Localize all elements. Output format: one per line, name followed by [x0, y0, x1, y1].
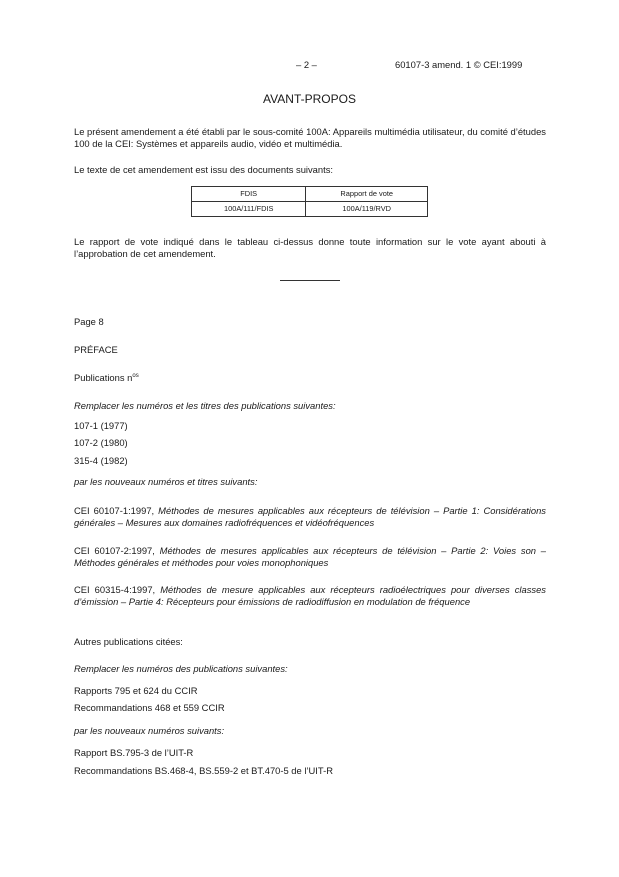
vote-table: [191, 186, 428, 217]
page-number: – 2 –: [296, 59, 317, 70]
new-publication: [74, 545, 546, 568]
new-publication-ref: CEI 60107-1:1997,: [74, 505, 159, 516]
new-uit-reference: Recommandations BS.468-4, BS.559-2 et BT.470-5 de l’UIT-R: [74, 765, 333, 776]
replace-titles-instruction: Remplacer les numéros et les titres des publications suivantes:: [74, 400, 336, 411]
new-publication: [74, 584, 546, 607]
new-publication-ref: CEI 60107-2:1997,: [74, 545, 160, 556]
preface-heading: PRÉFACE: [74, 344, 118, 355]
old-publication: 107-2 (1980): [74, 437, 128, 448]
publications-label-sup: os: [132, 372, 139, 379]
new-publication-title: Méthodes de mesures applicables aux récepteurs de télévision – Partie 2: Voies son – Méthodes générales et méthodes pour voies monophoniques: [74, 545, 546, 568]
old-ccir-reference: Rapports 795 et 624 du CCIR: [74, 685, 198, 696]
table-row: [192, 202, 428, 217]
new-publication: [74, 505, 546, 528]
foreword-paragraph-1: Le présent amendement a été établi par le sous-comité 100A: Appareils multimédia utilisateur, du comité d’études 100 de la CEI: Systèmes et appareils audio, vidéo et multimédia.: [74, 126, 546, 149]
page-reference: Page 8: [74, 316, 104, 327]
table-cell-vote: 100A/119/RVD: [306, 202, 428, 217]
new-titles-instruction: par les nouveaux numéros et titres suivants:: [74, 476, 258, 487]
publications-label: [74, 372, 139, 384]
foreword-paragraph-2: Le texte de cet amendement est issu des documents suivants:: [74, 164, 333, 175]
new-publication-title: Méthodes de mesure applicables aux récepteurs radioélectriques pour diverses classes d’émission – Partie 4: Récepteurs pour émissions de radiodiffusion en modulation de fréquence: [74, 584, 546, 607]
replace-numbers-instruction: Remplacer les numéros des publications suivantes:: [74, 663, 288, 674]
old-publication: 315-4 (1982): [74, 455, 128, 466]
table-cell-fdis: 100A/111/FDIS: [192, 202, 306, 217]
old-publication: 107-1 (1977): [74, 420, 128, 431]
new-uit-reference: Rapport BS.795-3 de l’UIT-R: [74, 747, 194, 758]
old-ccir-reference: Recommandations 468 et 559 CCIR: [74, 702, 225, 713]
new-numbers-instruction: par les nouveaux numéros suivants:: [74, 725, 225, 736]
document-reference: 60107-3 amend. 1 © CEI:1999: [395, 59, 523, 70]
table-header-fdis: FDIS: [192, 187, 306, 202]
other-publications-label: Autres publications citées:: [74, 636, 183, 647]
foreword-paragraph-3: Le rapport de vote indiqué dans le tableau ci-dessus donne toute information sur le vote ayant abouti à l’approbation de cet amendement.: [74, 236, 546, 259]
new-publication-title: Méthodes de mesures applicables aux récepteurs de télévision – Partie 1: Considérations générales – Mesures aux domaines radiofréquences et vidéofréquences: [74, 505, 546, 528]
section-title: AVANT-PROPOS: [263, 92, 356, 106]
publications-label-text: Publications n: [74, 372, 133, 383]
table-header-row: [192, 187, 428, 202]
new-publication-ref: CEI 60315-4:1997,: [74, 584, 161, 595]
separator-rule: [280, 280, 340, 281]
table-header-vote: Rapport de vote: [306, 187, 428, 202]
